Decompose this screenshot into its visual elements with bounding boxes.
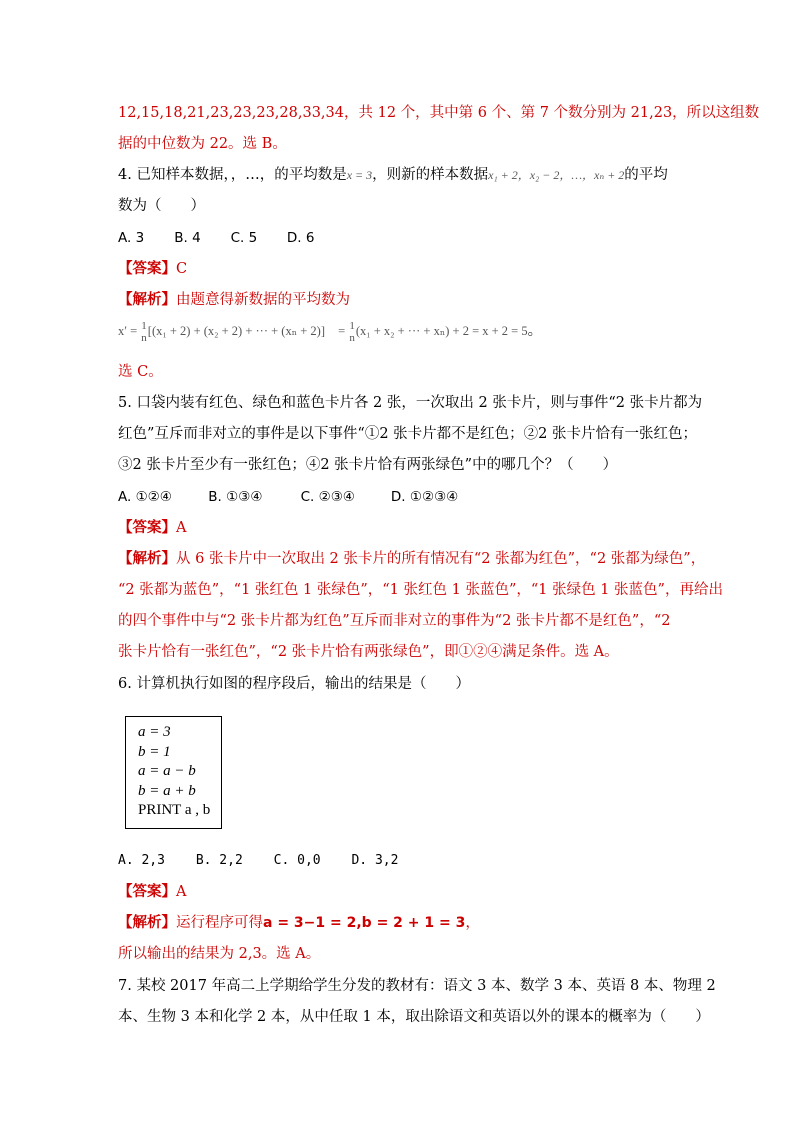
q6-program-box xyxy=(125,716,222,829)
q5-analysis-line-4: 张卡片恰有一张红色”，“2 张卡片恰有两张绿色”，即①②④满足条件。选 A。 xyxy=(118,644,619,660)
q4-answer xyxy=(118,259,187,279)
q5-stem-line-2: 红色”互斥而非对立的事件是以下事件“①2 张卡片都不是红色；②2 张卡片恰有一张红色； xyxy=(118,426,697,442)
q4-stem-line-2: 数为（ ） xyxy=(118,198,205,214)
q5-analysis-line-1: 【解析】从 6 张卡片中一次取出 2 张卡片的所有情况有“2 张都为红色”，“2 张都为绿色”， xyxy=(118,550,706,567)
q6-analysis-math: a = 3−1 = 2,b = 2 + 1 = 3 xyxy=(263,915,466,931)
q4-analysis-label: 【解析】 xyxy=(118,291,176,308)
code-line-1: a = 3 xyxy=(138,724,171,740)
q4-answer-value: C xyxy=(176,261,188,277)
q6-option-a: A. 2,3 xyxy=(118,853,165,868)
code-line-2: b = 1 xyxy=(138,743,171,760)
q4-conclusion: 选 C。 xyxy=(118,364,163,380)
q5-stem-line-1: 5. 口袋内装有红色、绿色和蓝色卡片各 2 张，一次取出 2 张卡片，则与事件“2 张卡片都为 xyxy=(118,395,703,411)
q5-answer xyxy=(118,518,186,538)
q5-option-d: D. ①②③④ xyxy=(390,489,459,505)
q7-stem-line-1: 7. 某校 2017 年高二上学期给学生分发的教材有：语文 3 本、数学 3 本、英语 8 本、物理 2 xyxy=(118,978,716,994)
q5-option-c: C. ②③④ xyxy=(300,489,355,505)
q3-analysis-line-2: 据的中位数为 22。选 B。 xyxy=(118,136,287,152)
q4-formula: x′ = 1 n [(x₁ + 2) + (x₂ + 2) + ··· + (xₙ + 2)] = 1 n (x₁ + x₂ + ··· + xₙ) + 2 = x + 2 = 5。 xyxy=(118,320,543,344)
q6-options xyxy=(118,851,398,871)
q5-analysis-line-3: 的四个事件中与“2 张卡片都为红色”互斥而非对立的事件为“2 张卡片都不是红色”，“2 xyxy=(118,613,671,629)
code-line-4: b = a + b xyxy=(138,782,196,799)
code-line-3: a = a − b xyxy=(138,763,196,779)
q6-option-b: B. 2,2 xyxy=(195,853,243,868)
q4-formula-fraction-1: 1 n xyxy=(141,320,147,344)
q7-stem-line-2: 本、生物 3 本和化学 2 本，从中任取 1 本，取出除语文和英语以外的课本的概率为（ ） xyxy=(118,1009,710,1025)
q6-stem: 6. 计算机执行如图的程序段后，输出的结果是（ ） xyxy=(118,676,470,692)
q5-option-a: A. ①②④ xyxy=(118,489,172,505)
q6-analysis: 【解析】运行程序可得a = 3−1 = 2,b = 2 + 1 = 3， xyxy=(118,914,480,931)
q6-answer xyxy=(118,882,186,902)
q4-stem-line-1: 4. 已知样本数据，，…，的平均数是x = 3，则新的样本数据x₁ + 2，x₂ − 2，…，xₙ + 2的平均 xyxy=(118,167,668,183)
q3-analysis-line-1: 12,15,18,21,23,23,23,28,33,34，共 12 个，其中第 6 个、第 7 个数分别为 21,23，所以这组数 xyxy=(118,105,760,121)
q6-analysis-label: 【解析】 xyxy=(118,914,176,931)
q6-answer-value: A xyxy=(176,884,187,900)
q5-analysis-label: 【解析】 xyxy=(118,550,176,567)
q4-option-a: A. 3 xyxy=(118,230,145,246)
q4-option-b: B. 4 xyxy=(174,230,201,246)
q5-stem-line-3: ③2 张卡片至少有一张红色；④2 张卡片恰有两张绿色”中的哪几个？（ ） xyxy=(118,457,618,473)
q4-new-data-expression: x₁ + 2，x₂ − 2，…，xₙ + 2 xyxy=(488,168,625,182)
q4-options xyxy=(118,228,314,248)
q5-analysis-line-2: “2 张都为蓝色”，“1 张红色 1 张绿色”，“1 张红色 1 张蓝色”，“1 张绿色 1 张蓝色”，再给出 xyxy=(118,582,723,598)
q5-answer-value: A xyxy=(176,520,187,536)
q6-option-d: D. 3,2 xyxy=(351,853,399,868)
q5-answer-label: 【答案】 xyxy=(118,519,176,536)
q4-option-d: D. 6 xyxy=(286,230,315,246)
q5-options xyxy=(118,487,458,507)
q4-option-c: C. 5 xyxy=(230,230,258,246)
q6-answer-label: 【答案】 xyxy=(118,883,176,900)
q4-formula-fraction-2: 1 n xyxy=(349,320,355,344)
q4-analysis: 【解析】由题意得新数据的平均数为 xyxy=(118,291,350,308)
q6-option-c: C. 0,0 xyxy=(273,853,321,868)
code-line-5: PRINT a , b xyxy=(138,802,211,818)
q4-answer-label: 【答案】 xyxy=(118,260,176,277)
q6-conclusion: 所以输出的结果为 2,3。选 A。 xyxy=(118,946,321,962)
q4-mean-expression: x = 3 xyxy=(346,168,373,182)
q5-option-b: B. ①③④ xyxy=(208,489,263,505)
